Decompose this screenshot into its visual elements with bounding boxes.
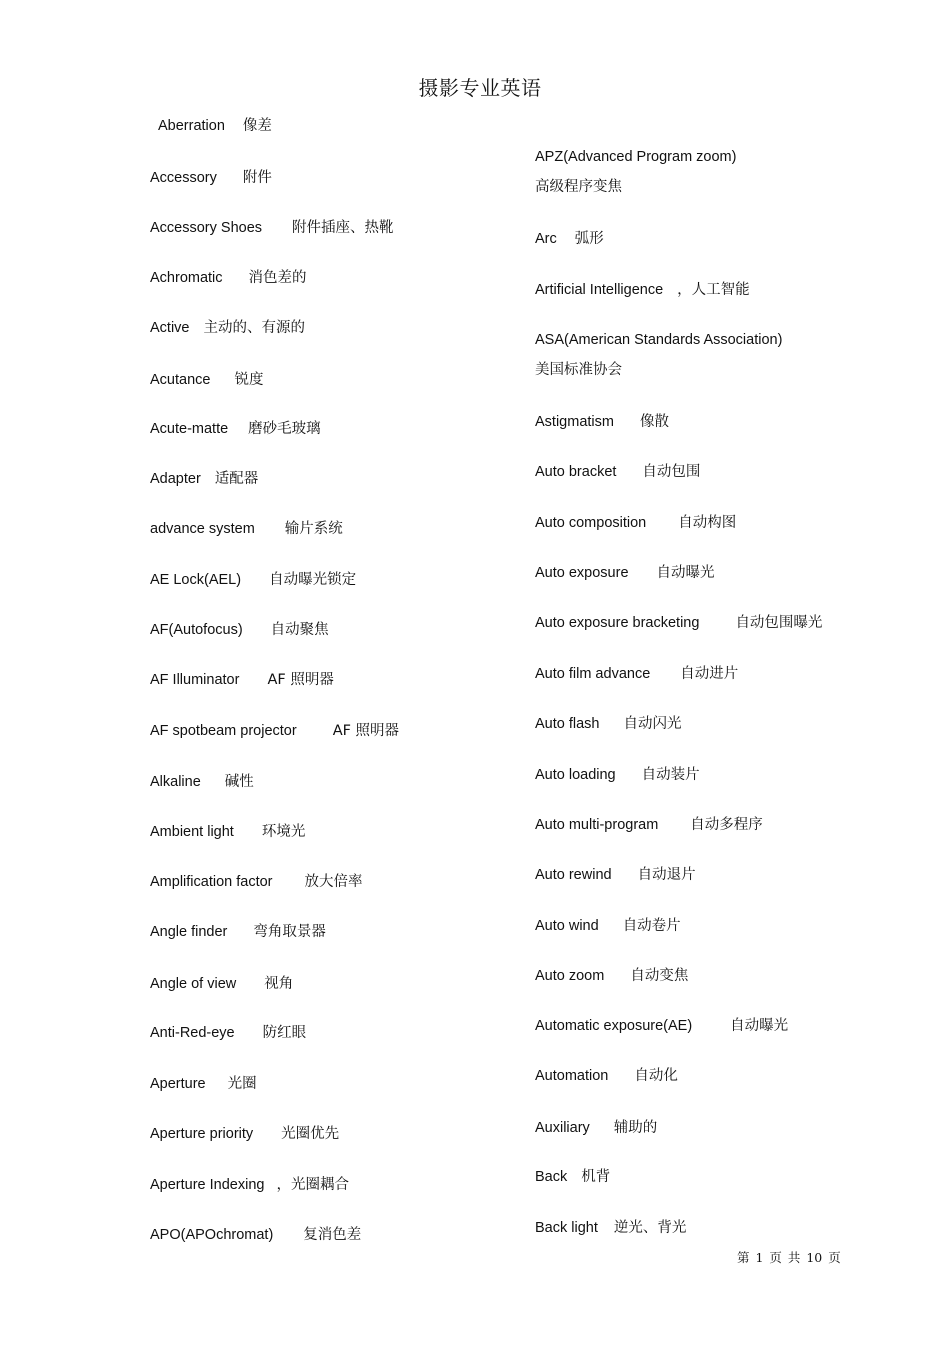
glossary-entry <box>150 318 305 338</box>
term-english: Aberration <box>158 118 225 134</box>
glossary-entry <box>535 966 688 986</box>
glossary-entry <box>150 822 305 842</box>
term-english: AF spotbeam projector <box>150 723 297 739</box>
glossary-entry <box>535 765 700 785</box>
term-chinese: 美国标准协会 <box>535 362 622 378</box>
term-chinese: 辅助的 <box>613 1120 658 1136</box>
term-english: Astigmatism <box>535 414 614 430</box>
term-english: Auto bracket <box>535 464 617 480</box>
page-title: 摄影专业英语 <box>418 76 542 100</box>
term-chinese: 自动构图 <box>678 515 737 531</box>
term-chinese: 光圈 <box>227 1076 257 1092</box>
term-english: Auto rewind <box>535 867 612 883</box>
term-chinese: AF 照明器 <box>267 672 334 688</box>
term-english: Auto multi-program <box>535 817 659 833</box>
term-chinese: 自动卷片 <box>622 918 681 934</box>
term-chinese: 自动包围曝光 <box>735 615 823 631</box>
term-english: Arc <box>535 231 557 247</box>
term-chinese: 弯角取景器 <box>253 924 326 940</box>
glossary-entry <box>535 280 750 300</box>
term-chinese: 像散 <box>639 414 669 430</box>
term-english: Acutance <box>150 372 211 388</box>
glossary-entry <box>535 147 736 197</box>
glossary-entry <box>150 974 293 994</box>
term-chinese: ，光圈耦合 <box>276 1177 349 1193</box>
term-english: Auto exposure bracketing <box>535 615 700 631</box>
glossary-entry <box>150 218 394 238</box>
term-chinese: 放大倍率 <box>304 874 363 890</box>
term-chinese: 高级程序变焦 <box>535 179 622 195</box>
term-english: Aperture Indexing <box>150 1177 265 1193</box>
term-english: AE Lock(AEL) <box>150 572 242 588</box>
glossary-entry <box>535 1016 788 1036</box>
term-english: Back <box>535 1169 568 1185</box>
glossary-entry <box>535 330 782 380</box>
term-english: Auto flash <box>535 716 600 732</box>
term-english: Back light <box>535 1220 598 1236</box>
term-chinese: 自动进片 <box>680 666 739 682</box>
glossary-entry <box>158 116 272 136</box>
glossary-entry <box>535 462 700 482</box>
term-english: AF(Autofocus) <box>150 622 243 638</box>
term-english: Auto zoom <box>535 968 605 984</box>
term-english: ASA(American Standards Association) <box>535 332 783 348</box>
term-chinese: 磨砂毛玻璃 <box>248 421 321 437</box>
glossary-entry <box>150 469 258 489</box>
glossary-entry <box>535 412 669 432</box>
term-chinese: 环境光 <box>261 824 306 840</box>
page-footer: 第 1 页 共 10 页 <box>737 1250 841 1265</box>
term-english: Alkaline <box>150 774 201 790</box>
term-chinese: 机背 <box>581 1169 611 1185</box>
glossary-entry <box>150 419 321 439</box>
term-chinese: 自动多程序 <box>690 817 763 833</box>
glossary-entry <box>150 1023 306 1043</box>
glossary-entry <box>150 1225 361 1245</box>
term-chinese: 自动化 <box>634 1068 678 1084</box>
glossary-entry <box>535 513 736 533</box>
term-chinese: 复消色差 <box>303 1227 362 1243</box>
term-chinese: 消色差的 <box>248 270 307 286</box>
term-chinese: 弧形 <box>574 231 604 247</box>
glossary-entry <box>150 1175 349 1195</box>
term-english: Adapter <box>150 471 201 487</box>
term-chinese: 视角 <box>264 976 294 992</box>
term-english: Auto loading <box>535 767 616 783</box>
glossary-entry <box>535 1118 657 1138</box>
glossary-entry <box>535 229 604 249</box>
term-english: Aperture <box>150 1076 206 1092</box>
term-english: Acute-matte <box>150 421 229 437</box>
term-english: advance system <box>150 521 255 537</box>
glossary-entry <box>535 815 763 835</box>
glossary-entry <box>535 916 681 936</box>
term-chinese: 自动曝光 <box>730 1018 789 1034</box>
glossary-entry <box>150 721 399 741</box>
term-english: Auto film advance <box>535 666 651 682</box>
term-english: Ambient light <box>150 824 234 840</box>
glossary-entry <box>535 714 682 734</box>
term-english: Auto exposure <box>535 565 629 581</box>
term-chinese: 适配器 <box>214 471 259 487</box>
term-english: APO(APOchromat) <box>150 1227 274 1243</box>
term-english: Accessory <box>150 170 217 186</box>
term-chinese: 像差 <box>242 118 272 134</box>
term-english: Artificial Intelligence <box>535 282 664 298</box>
term-chinese: 附件插座、热靴 <box>292 220 394 236</box>
glossary-entry <box>150 620 329 640</box>
term-english: Anti-Red-eye <box>150 1025 235 1041</box>
glossary-entry <box>535 664 738 684</box>
term-english: Auto wind <box>535 918 599 934</box>
term-chinese: 自动闪光 <box>623 716 682 732</box>
term-chinese: 自动曝光 <box>656 565 715 581</box>
term-chinese: 主动的、有源的 <box>203 320 305 336</box>
glossary-entry <box>150 570 356 590</box>
glossary-entry <box>535 1218 686 1238</box>
term-chinese: 附件 <box>242 170 272 186</box>
glossary-entry <box>535 865 696 885</box>
term-chinese: 碱性 <box>224 774 254 790</box>
glossary-entry <box>150 872 363 892</box>
term-english: Automation <box>535 1068 609 1084</box>
term-english: Amplification factor <box>150 874 273 890</box>
term-chinese: 逆光、背光 <box>613 1220 687 1236</box>
glossary-entry <box>150 772 254 792</box>
term-chinese: 防红眼 <box>262 1025 307 1041</box>
glossary-entry <box>150 268 307 288</box>
term-chinese: 光圈优先 <box>281 1126 340 1142</box>
term-chinese: 自动包围 <box>642 464 701 480</box>
glossary-entry <box>150 670 334 690</box>
glossary-entry <box>150 519 343 539</box>
term-english: Auto composition <box>535 515 647 531</box>
glossary-entry <box>535 613 822 633</box>
term-english: Achromatic <box>150 270 223 286</box>
glossary-entry <box>150 1124 339 1144</box>
term-english: Active <box>150 320 190 336</box>
term-chinese: 锐度 <box>234 372 264 388</box>
term-chinese: 自动退片 <box>637 867 696 883</box>
glossary-entry <box>535 1167 610 1187</box>
term-english: Auxiliary <box>535 1120 590 1136</box>
glossary-entry <box>535 1066 678 1086</box>
term-english: APZ(Advanced Program zoom) <box>535 149 737 165</box>
glossary-entry <box>150 1074 257 1094</box>
term-chinese: AF 照明器 <box>332 723 400 739</box>
glossary-entry <box>150 370 263 390</box>
term-chinese: 输片系统 <box>284 521 343 537</box>
term-english: Aperture priority <box>150 1126 254 1142</box>
term-english: AF Illuminator <box>150 672 240 688</box>
term-english: Automatic exposure(AE) <box>535 1018 693 1034</box>
term-chinese: ，人工智能 <box>677 282 750 298</box>
glossary-entry <box>150 168 272 188</box>
term-chinese: 自动装片 <box>641 767 700 783</box>
glossary-entry <box>535 563 715 583</box>
term-chinese: 自动聚焦 <box>270 622 329 638</box>
glossary-entry <box>150 922 326 942</box>
term-english: Angle of view <box>150 976 237 992</box>
term-chinese: 自动变焦 <box>630 968 689 984</box>
term-english: Angle finder <box>150 924 228 940</box>
term-english: Accessory Shoes <box>150 220 263 236</box>
term-chinese: 自动曝光锁定 <box>269 572 357 588</box>
